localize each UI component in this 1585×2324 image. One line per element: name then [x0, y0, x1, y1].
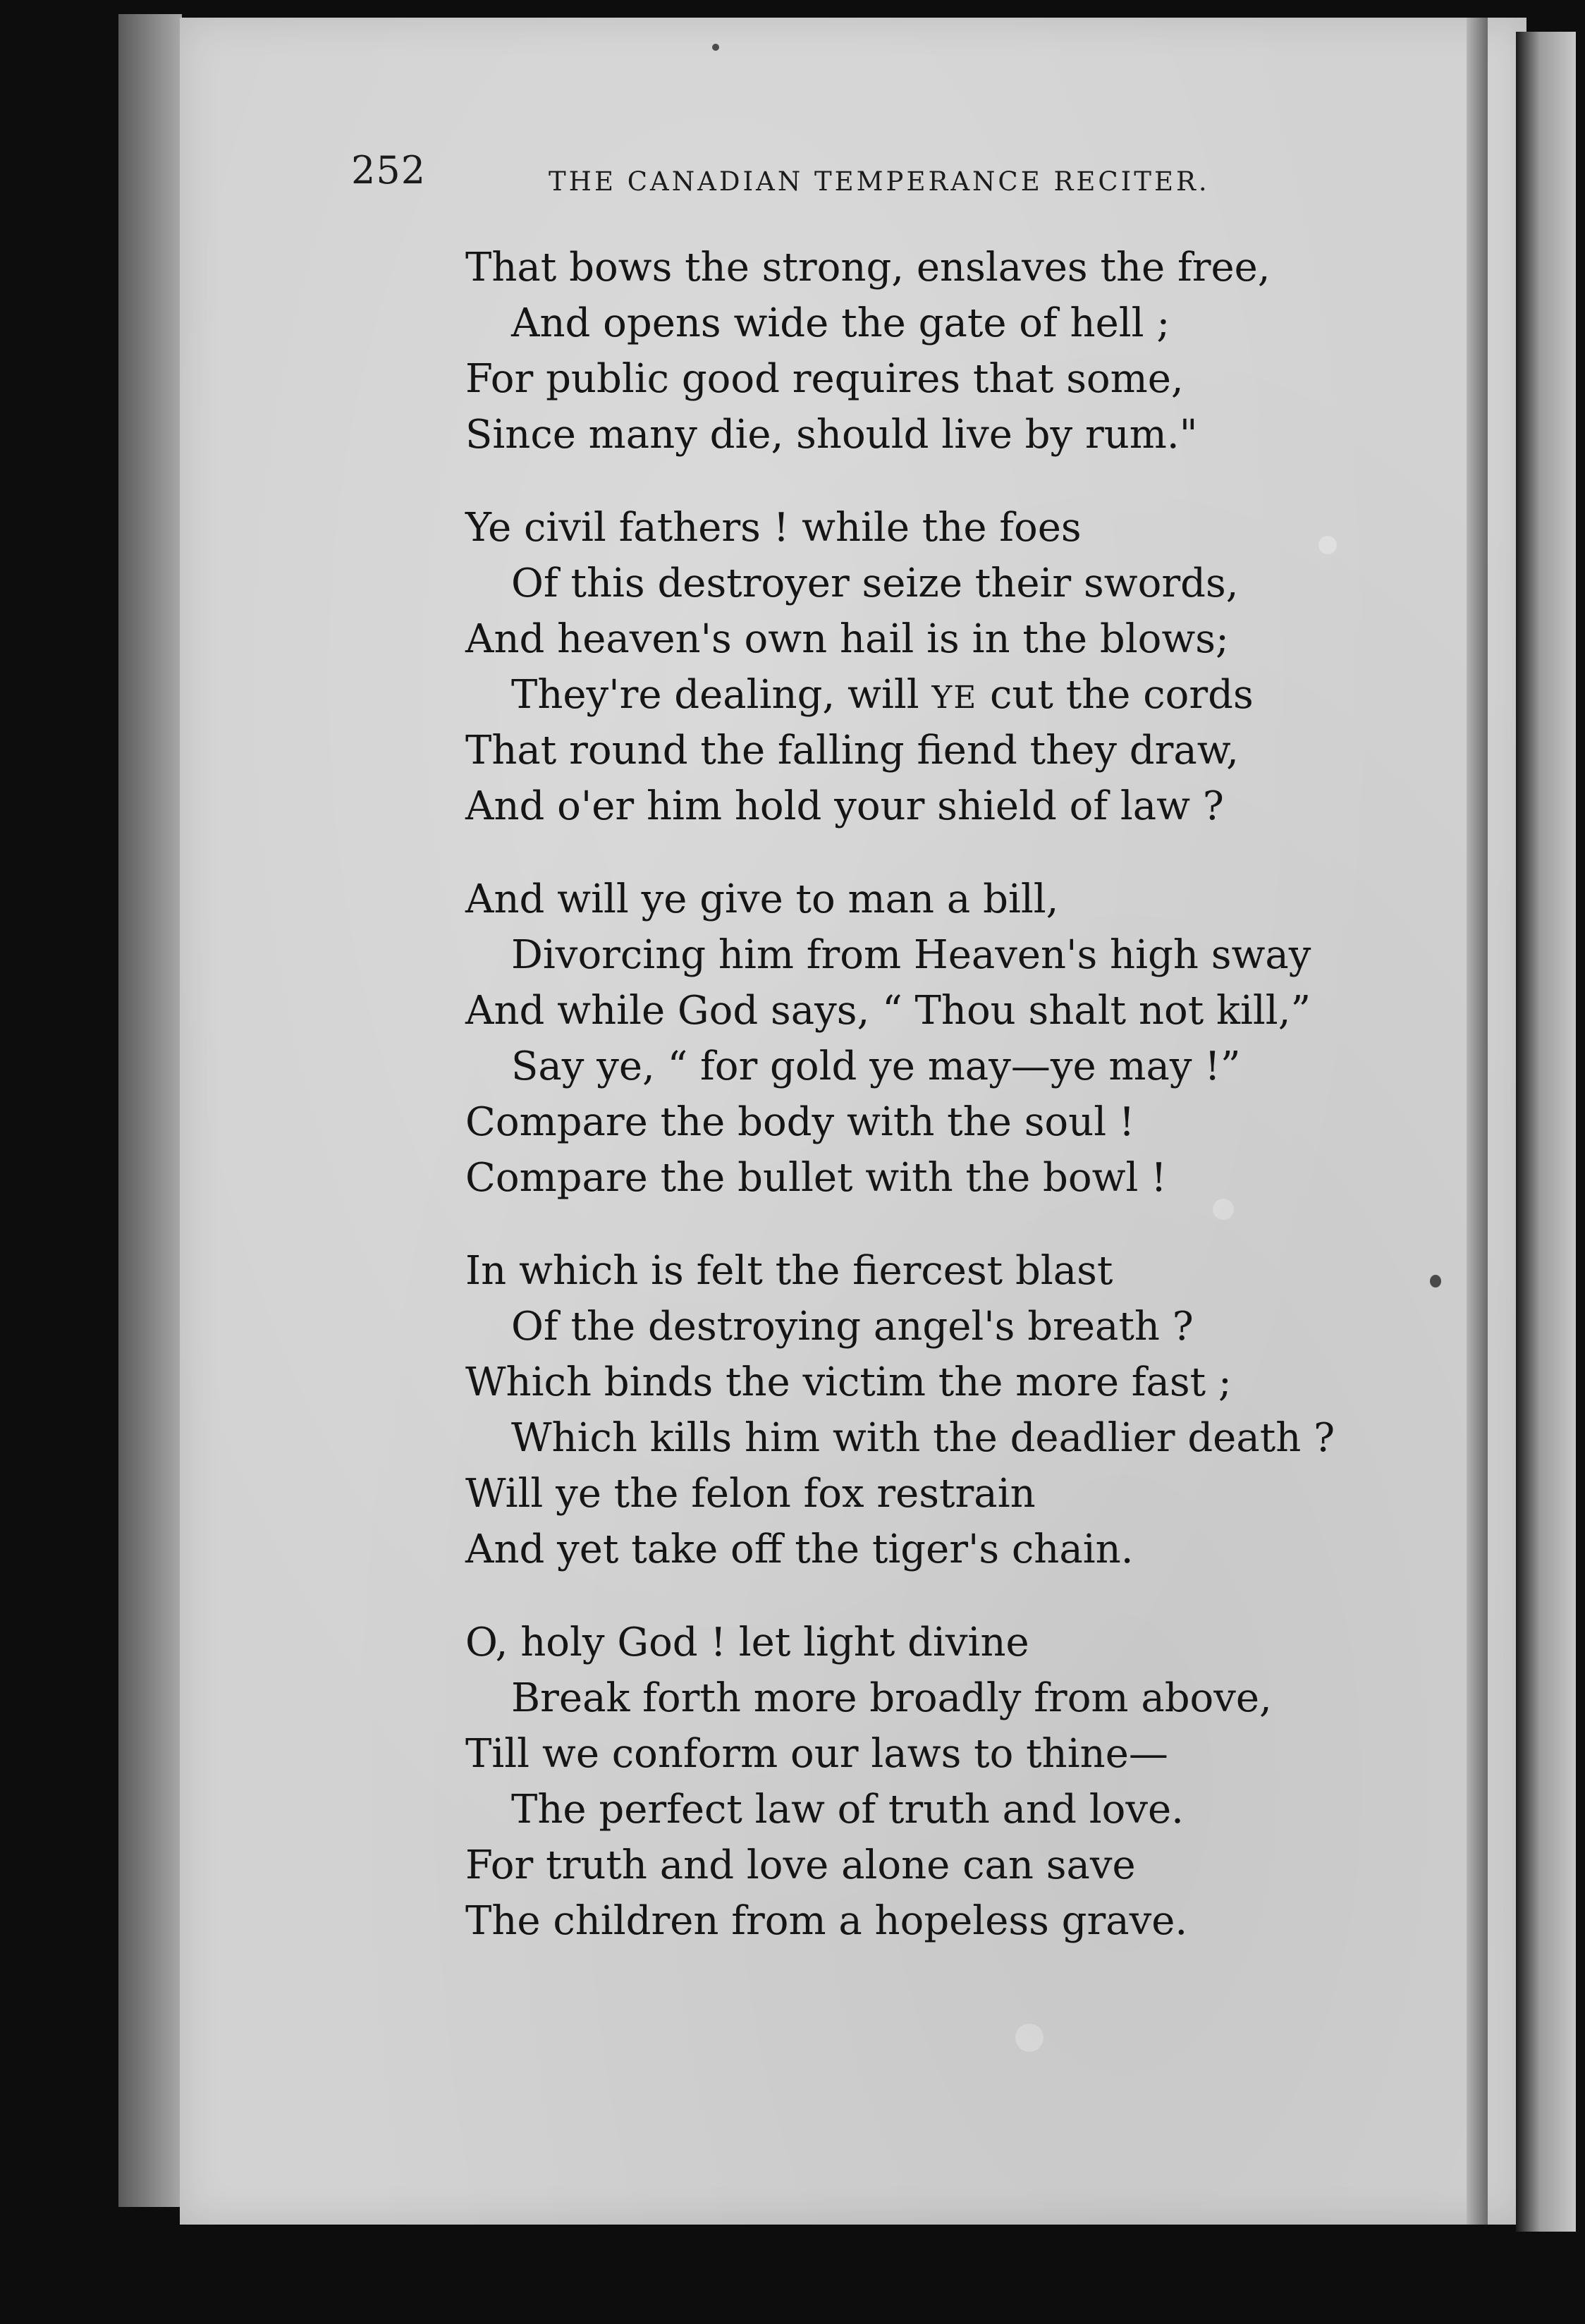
running-head: THE CANADIAN TEMPERANCE RECITER.	[549, 166, 1210, 197]
scan-speck	[1430, 1275, 1441, 1288]
poem-line: Compare the bullet with the bowl !	[465, 1155, 1167, 1201]
poem-line: Will ye the felon fox restrain	[465, 1471, 1036, 1517]
poem-line-part: They're dealing, will	[511, 672, 932, 718]
poem-line: O, holy God ! let light divine	[465, 1620, 1029, 1665]
emphasis-word: YE	[931, 680, 978, 716]
stanza	[465, 500, 1382, 834]
scan-speck	[712, 44, 719, 51]
poem-line: Till we conform our laws to thine—	[465, 1731, 1168, 1777]
stanza	[465, 872, 1382, 1206]
stanza	[465, 1615, 1382, 1949]
page-left-margin	[118, 14, 182, 2207]
poem-line: And opens wide the gate of hell ;	[511, 300, 1170, 346]
poem-line: That round the falling fiend they draw,	[465, 728, 1239, 773]
poem-line: Of the destroying angel's breath ?	[511, 1304, 1194, 1350]
poem-line: The perfect law of truth and love.	[511, 1787, 1184, 1833]
poem-line-part: cut the cords	[977, 672, 1254, 718]
poem-line: Break forth more broadly from above,	[511, 1675, 1272, 1721]
poem-line: Compare the body with the soul !	[465, 1099, 1135, 1145]
poem-line: Since many die, should live by rum."	[465, 412, 1198, 458]
poem-line: And o'er him hold your shield of law ?	[465, 783, 1224, 829]
poem-line: And heaven's own hail is in the blows;	[465, 616, 1229, 662]
poem-line: Which kills him with the deadlier death ?	[511, 1415, 1335, 1461]
poem-line: Divorcing him from Heaven's high sway	[511, 932, 1311, 978]
page-number: 252	[351, 148, 427, 192]
poem-line: For truth and love alone can save	[465, 1842, 1136, 1888]
poem-line: Of this destroyer seize their swords,	[511, 561, 1239, 606]
facing-page-edge	[1516, 32, 1576, 2232]
stanza	[465, 1243, 1382, 1577]
poem-line: Say ye, “ for gold ye may—ye may !”	[511, 1044, 1241, 1089]
poem-line: And will ye give to man a bill,	[465, 876, 1059, 922]
poem-line: That bows the strong, enslaves the free,	[465, 245, 1271, 290]
stanza	[465, 240, 1382, 463]
poem-line: For public good requires that some,	[465, 356, 1184, 402]
scan-speck	[1015, 2024, 1044, 2052]
poem-line: And yet take off the tiger's chain.	[465, 1527, 1134, 1572]
poem-line: The children from a hopeless grave.	[465, 1898, 1188, 1944]
poem-line: Ye civil fathers ! while the foes	[465, 505, 1082, 551]
poem	[465, 240, 1382, 1986]
page-gutter-edge	[1467, 18, 1488, 2225]
poem-line: And while God says, “ Thou shalt not kill,”	[465, 988, 1311, 1034]
poem-line: In which is felt the fiercest blast	[465, 1248, 1113, 1294]
poem-line: Which binds the victim the more fast ;	[465, 1359, 1232, 1405]
poem-line	[465, 667, 1382, 723]
